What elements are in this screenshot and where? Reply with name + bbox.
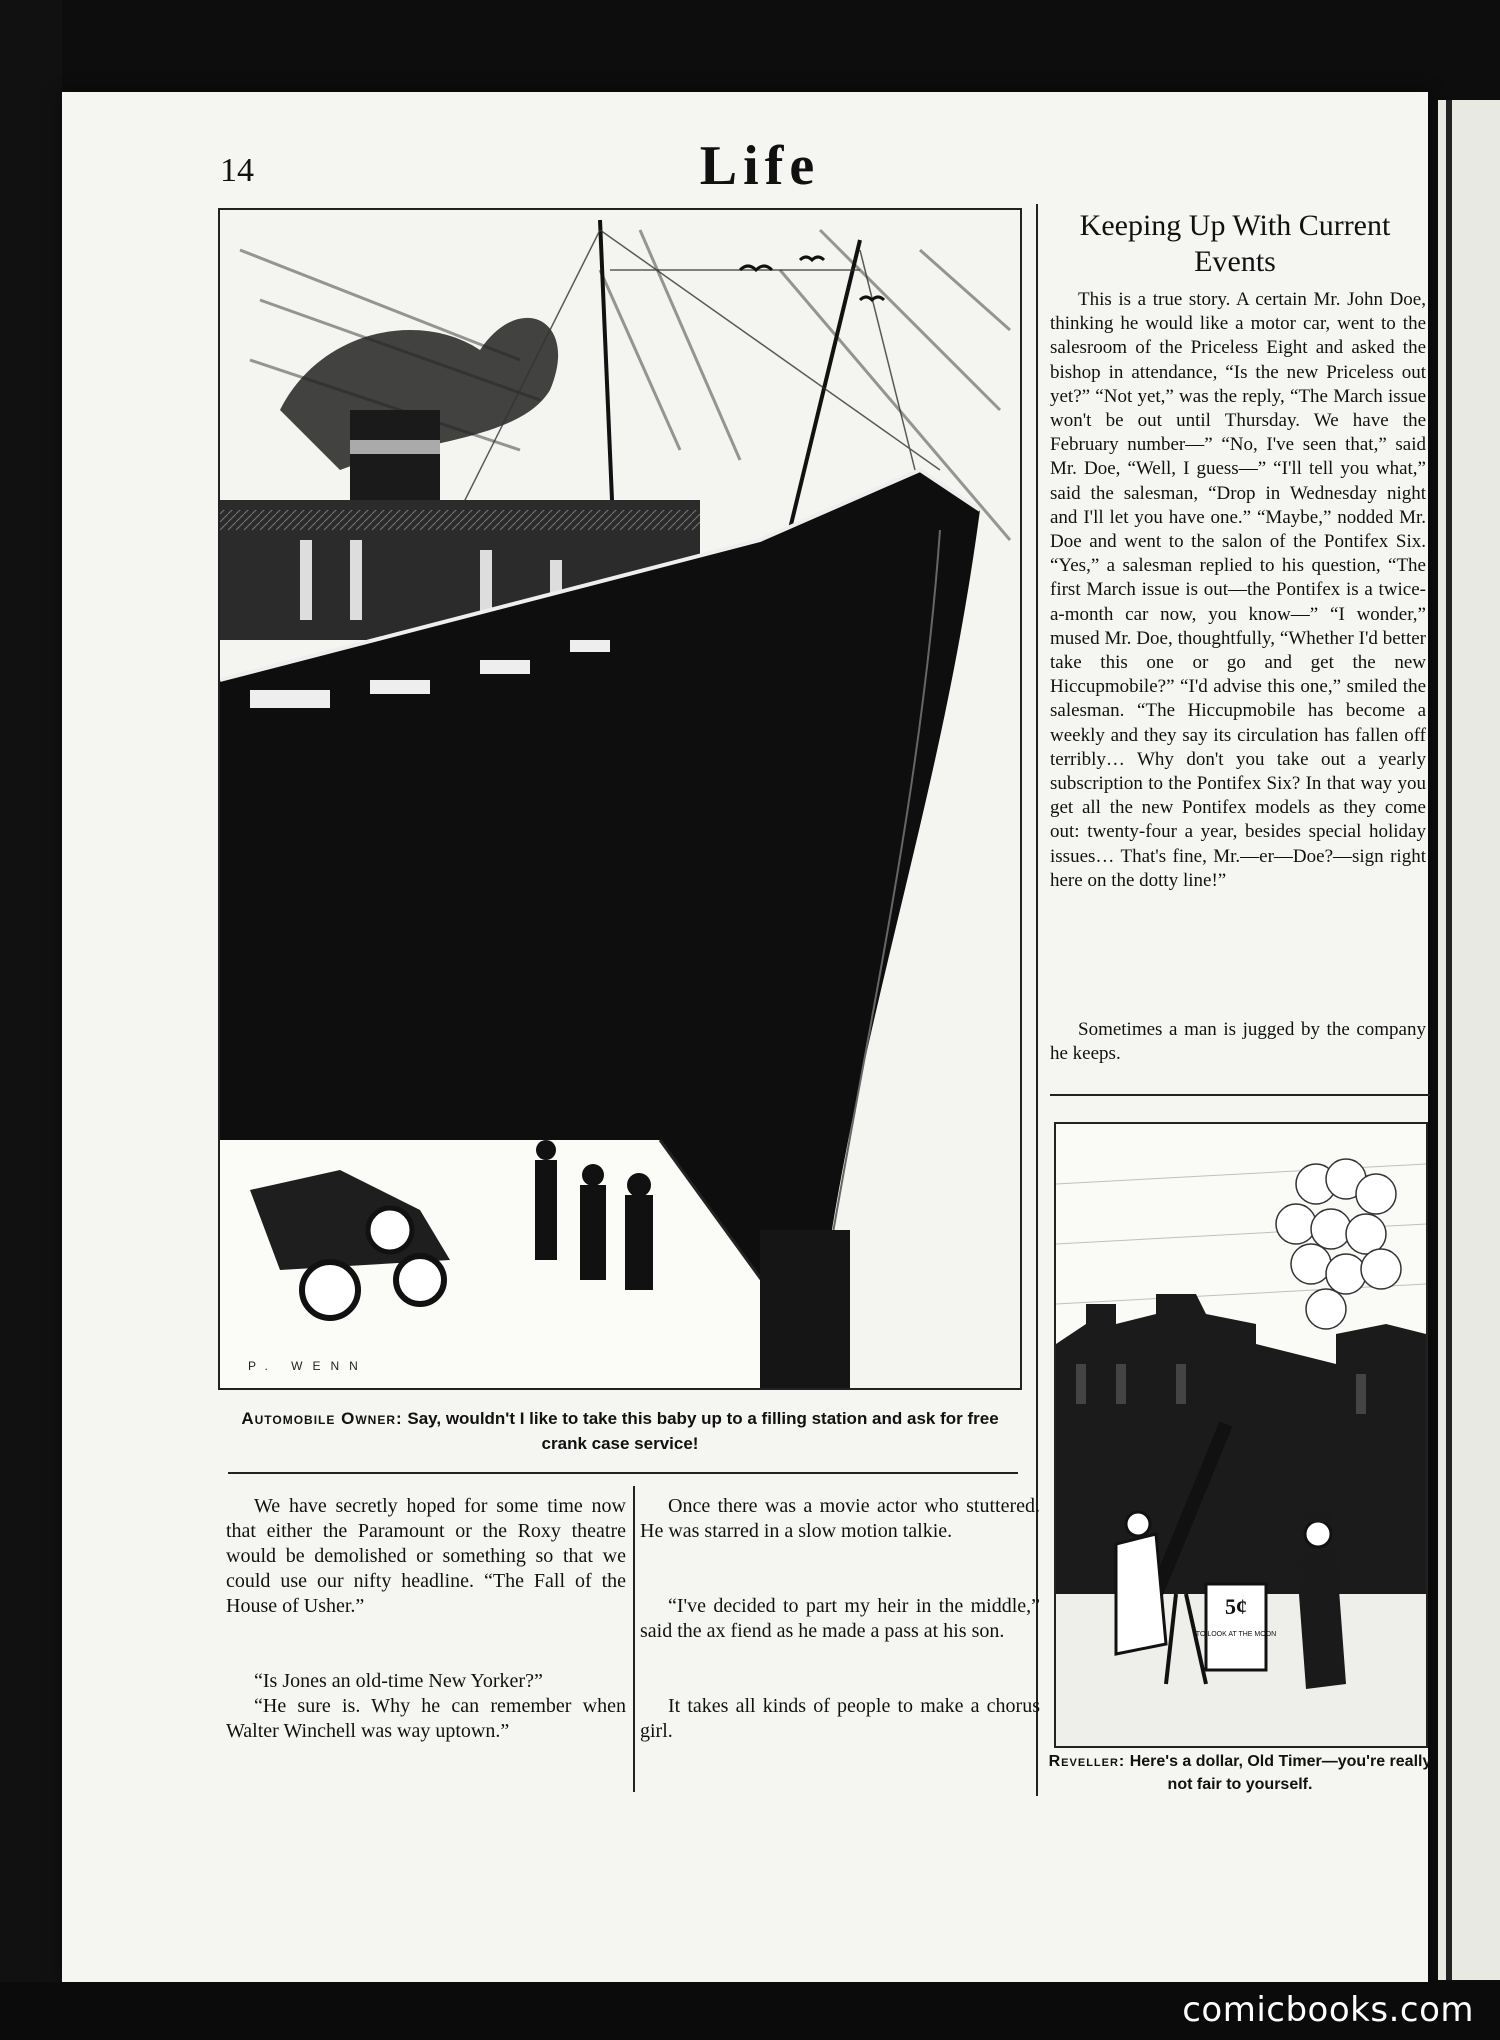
col2-paragraph-2: “I've decided to part my heir in the middle,” said the ax fiend as he made a pass at his son. — [640, 1595, 1040, 1642]
scan-border-left — [0, 0, 62, 2040]
divider-bottom-columns — [633, 1486, 635, 1792]
ship-caption — [230, 1406, 1010, 1456]
col1-paragraph-1: We have secretly hoped for some time now that either the Paramount or the Roxy theatre would be demolished or something so that we could use our nifty headline. “The Fall of the House of Usher.” — [226, 1495, 626, 1617]
ship-caption-speaker: Automobile Owner: — [241, 1409, 403, 1428]
divider-sidebar-bottom — [1050, 1094, 1430, 1096]
col1-paragraph-3: “He sure is. Why he can remember when Walter Winchell was way uptown.” — [226, 1695, 626, 1742]
sidebar-quip — [1050, 1018, 1426, 1066]
artist-signature: P. WENN — [248, 1359, 368, 1373]
sidebar-story — [1050, 288, 1426, 893]
col2-paragraph-1: Once there was a movie actor who stuttered. He was starred in a slow motion talkie. — [640, 1495, 1040, 1542]
col2-paragraph-3: It takes all kinds of people to make a chorus girl. — [640, 1695, 1040, 1742]
site-watermark: comicbooks.com — [1182, 1990, 1474, 2030]
sidebar-quip-text: Sometimes a man is jugged by the company he keeps. — [1050, 1019, 1426, 1065]
masthead: Life — [699, 135, 821, 197]
sign-price: 5¢ — [1225, 1594, 1247, 1619]
bottom-column-2 — [640, 1494, 1040, 1744]
divider-below-caption — [228, 1472, 1018, 1474]
sidebar-story-text: This is a true story. A certain Mr. John Doe, thinking he would like a motor car, went to the salesroom of the Priceless Eight and asked the bishop in attendance, “Is the new Priceless out yet?” “Not yet,” was the reply, “The March issue won't be out until Thursday. We have the February number—” “No, I've seen that,” said Mr. Doe, “Well, I guess—” “I'll tell you what,” said the salesman, “Drop in Wednesday night and I'll let you have one.” “Maybe,” nodded Mr. Doe and went to the salon of the Pontifex Six. “Yes,” a salesman replied to his question, “The first March issue is out—the Pontifex is a twice-a-month car now, you know—” “I wonder,” mused Mr. Doe, thoughtfully, “Whether I'd better take this one or go and get the new Hiccupmobile?” “I'd advise this one,” smiled the salesman. “The Hiccupmobile has become a weekly and they say its circulation has fallen off terribly… Why don't you take out a yearly subscription to the Pontifex Six? In that way you get all the new Pontifex models as they come out: twenty-four a year, besides special holiday issues… That's fine, Mr.—er—Doe?—sign right here on the dotty line!” — [1050, 289, 1426, 891]
sign-text: TO LOOK AT THE MOON — [1195, 1631, 1277, 1638]
telescope-caption-text: Here's a dollar, Old Timer—you're really not fair to yourself. — [1129, 1753, 1432, 1793]
sidebar-title: Keeping Up With Current Events — [1079, 209, 1391, 278]
next-page-edge — [1438, 100, 1500, 1980]
price-sign — [1196, 1584, 1276, 1670]
page-number: 14 — [220, 152, 254, 189]
telescope-illustration — [1054, 1122, 1428, 1748]
ship-drawing — [220, 210, 1020, 1388]
col1-paragraph-2: “Is Jones an old-time New Yorker?” — [254, 1670, 543, 1692]
bottom-column-1 — [226, 1494, 626, 1744]
telescope-drawing — [1056, 1124, 1426, 1746]
ship-illustration — [218, 208, 1022, 1390]
ship-caption-text: Say, wouldn't I like to take this baby up to a filling station and ask for free crank case service! — [407, 1409, 999, 1453]
telescope-caption — [1048, 1750, 1432, 1796]
telescope-caption-speaker: Reveller: — [1048, 1753, 1126, 1770]
